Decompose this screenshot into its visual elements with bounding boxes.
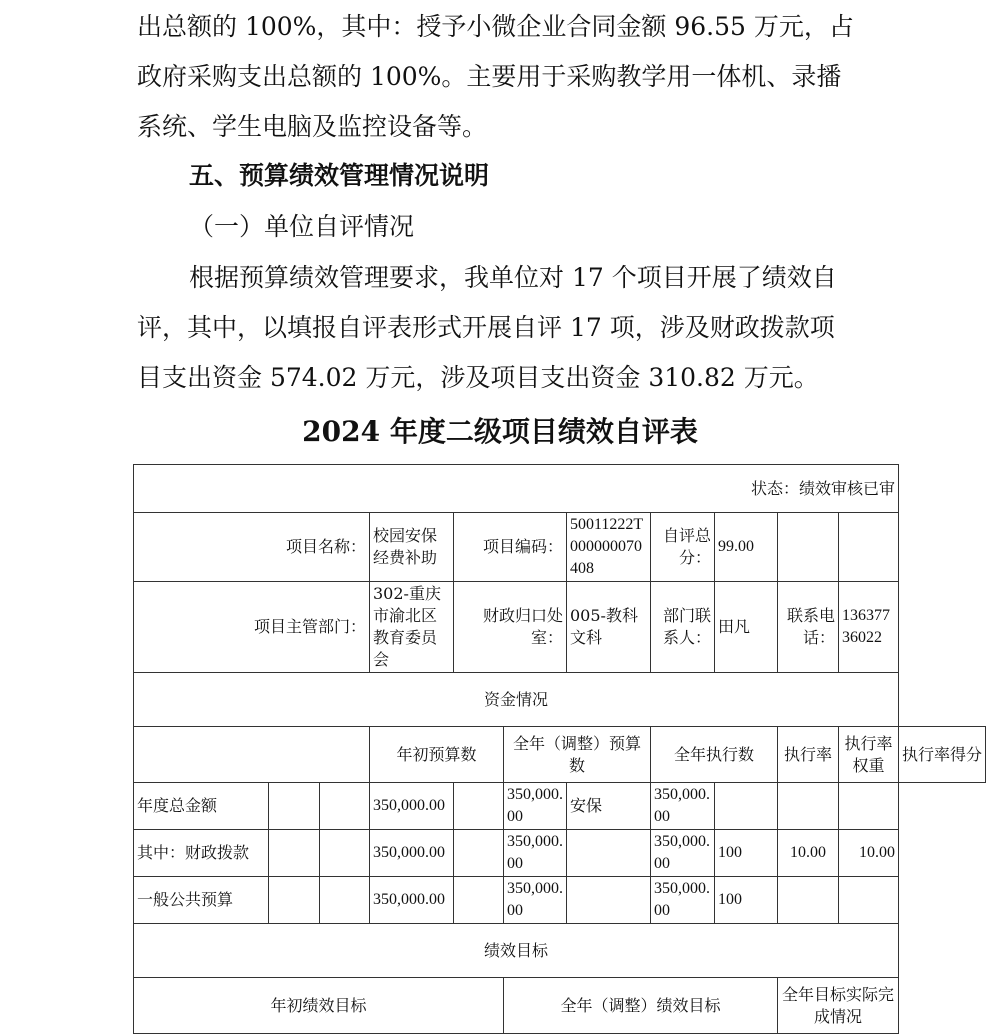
empty-cell xyxy=(454,830,504,877)
body-paragraph xyxy=(137,253,882,403)
col-score: 执行率得分 xyxy=(899,727,986,783)
office-value: 005-教科文科 xyxy=(567,582,651,673)
col-adjusted-goal: 全年（调整）绩效目标 xyxy=(504,978,778,1034)
col-initial-goal: 年初绩效目标 xyxy=(134,978,504,1034)
adjusted-value: 350,000.00 xyxy=(504,877,567,924)
empty-cell xyxy=(269,877,320,924)
table-row xyxy=(134,783,986,830)
row-note xyxy=(567,830,651,877)
body-line: 根据预算绩效管理要求，我单位对 17 个项目开展了绩效自 xyxy=(189,263,837,292)
initial-value: 350,000.00 xyxy=(370,877,454,924)
contact-label: 部门联系人： xyxy=(651,582,715,673)
body-line: 评，其中，以填报自评表形式开展自评 17 项，涉及财政拨款项 xyxy=(137,313,835,342)
empty-cell xyxy=(320,830,370,877)
table-row xyxy=(134,877,986,924)
contact-value: 田凡 xyxy=(715,582,778,673)
empty-cell xyxy=(269,783,320,830)
executed-value: 350,000.00 xyxy=(651,877,715,924)
col-rate: 执行率 xyxy=(778,727,839,783)
project-code-label: 项目编码： xyxy=(454,513,567,582)
office-label: 财政归口处室： xyxy=(454,582,567,673)
project-name-label: 项目名称： xyxy=(134,513,370,582)
status-cell: 状态：绩效审核已审 xyxy=(134,465,899,513)
empty-cell xyxy=(454,877,504,924)
rate-value xyxy=(715,783,778,830)
empty-cell xyxy=(320,877,370,924)
row-label: 其中：财政拨款 xyxy=(134,830,269,877)
row-label: 年度总金额 xyxy=(134,783,269,830)
rate-value: 100 xyxy=(715,830,778,877)
project-name-value: 校园安保经费补助 xyxy=(370,513,454,582)
phone-value: 13637736022 xyxy=(839,582,899,673)
body-line: 目支出资金 574.02 万元，涉及项目支出资金 310.82 万元。 xyxy=(137,363,819,392)
empty-cell xyxy=(454,783,504,830)
perf-heading: 绩效目标 xyxy=(134,924,899,978)
dept-label: 项目主管部门： xyxy=(134,582,370,673)
col-initial-budget: 年初预算数 xyxy=(370,727,504,783)
row-note xyxy=(567,877,651,924)
self-score-value: 99.00 xyxy=(715,513,778,582)
evaluation-table xyxy=(133,464,986,1034)
executed-value: 350,000.00 xyxy=(651,830,715,877)
phone-label: 联系电话： xyxy=(778,582,839,673)
empty-cell xyxy=(269,830,320,877)
intro-line: 出总额的 100%，其中：授予小微企业合同金额 96.55 万元，占 xyxy=(137,12,854,41)
empty-cell xyxy=(778,513,839,582)
funds-heading: 资金情况 xyxy=(134,673,899,727)
row-note: 安保 xyxy=(567,783,651,830)
score-value xyxy=(839,877,899,924)
col-actual-completion: 全年目标实际完成情况 xyxy=(778,978,899,1034)
empty-cell xyxy=(839,513,899,582)
empty-cell xyxy=(320,783,370,830)
score-value xyxy=(839,783,899,830)
col-weight: 执行率权重 xyxy=(839,727,899,783)
row-label: 一般公共预算 xyxy=(134,877,269,924)
table-row xyxy=(134,830,986,877)
self-score-label: 自评总分： xyxy=(651,513,715,582)
adjusted-value: 350,000.00 xyxy=(504,783,567,830)
executed-value: 350,000.00 xyxy=(651,783,715,830)
intro-paragraph xyxy=(137,2,882,152)
weight-value xyxy=(778,877,839,924)
initial-value: 350,000.00 xyxy=(370,783,454,830)
rate-value: 100 xyxy=(715,877,778,924)
subsection-heading: （一）单位自评情况 xyxy=(189,212,415,241)
project-code-value: 50011222T000000070408 xyxy=(567,513,651,582)
intro-line: 政府采购支出总额的 100%。主要用于采购教学用一体机、录播 xyxy=(137,62,842,91)
intro-line: 系统、学生电脑及监控设备等。 xyxy=(137,112,488,141)
col-adjusted-budget: 全年（调整）预算数 xyxy=(504,727,651,783)
col-executed: 全年执行数 xyxy=(651,727,778,783)
table-title: 2024 年度二级项目绩效自评表 xyxy=(302,415,698,448)
dept-value: 302-重庆市渝北区教育委员会 xyxy=(370,582,454,673)
initial-value: 350,000.00 xyxy=(370,830,454,877)
score-value: 10.00 xyxy=(839,830,899,877)
section-heading: 五、预算绩效管理情况说明 xyxy=(189,161,490,190)
adjusted-value: 350,000.00 xyxy=(504,830,567,877)
empty-cell xyxy=(134,727,370,783)
weight-value xyxy=(778,783,839,830)
weight-value: 10.00 xyxy=(778,830,839,877)
